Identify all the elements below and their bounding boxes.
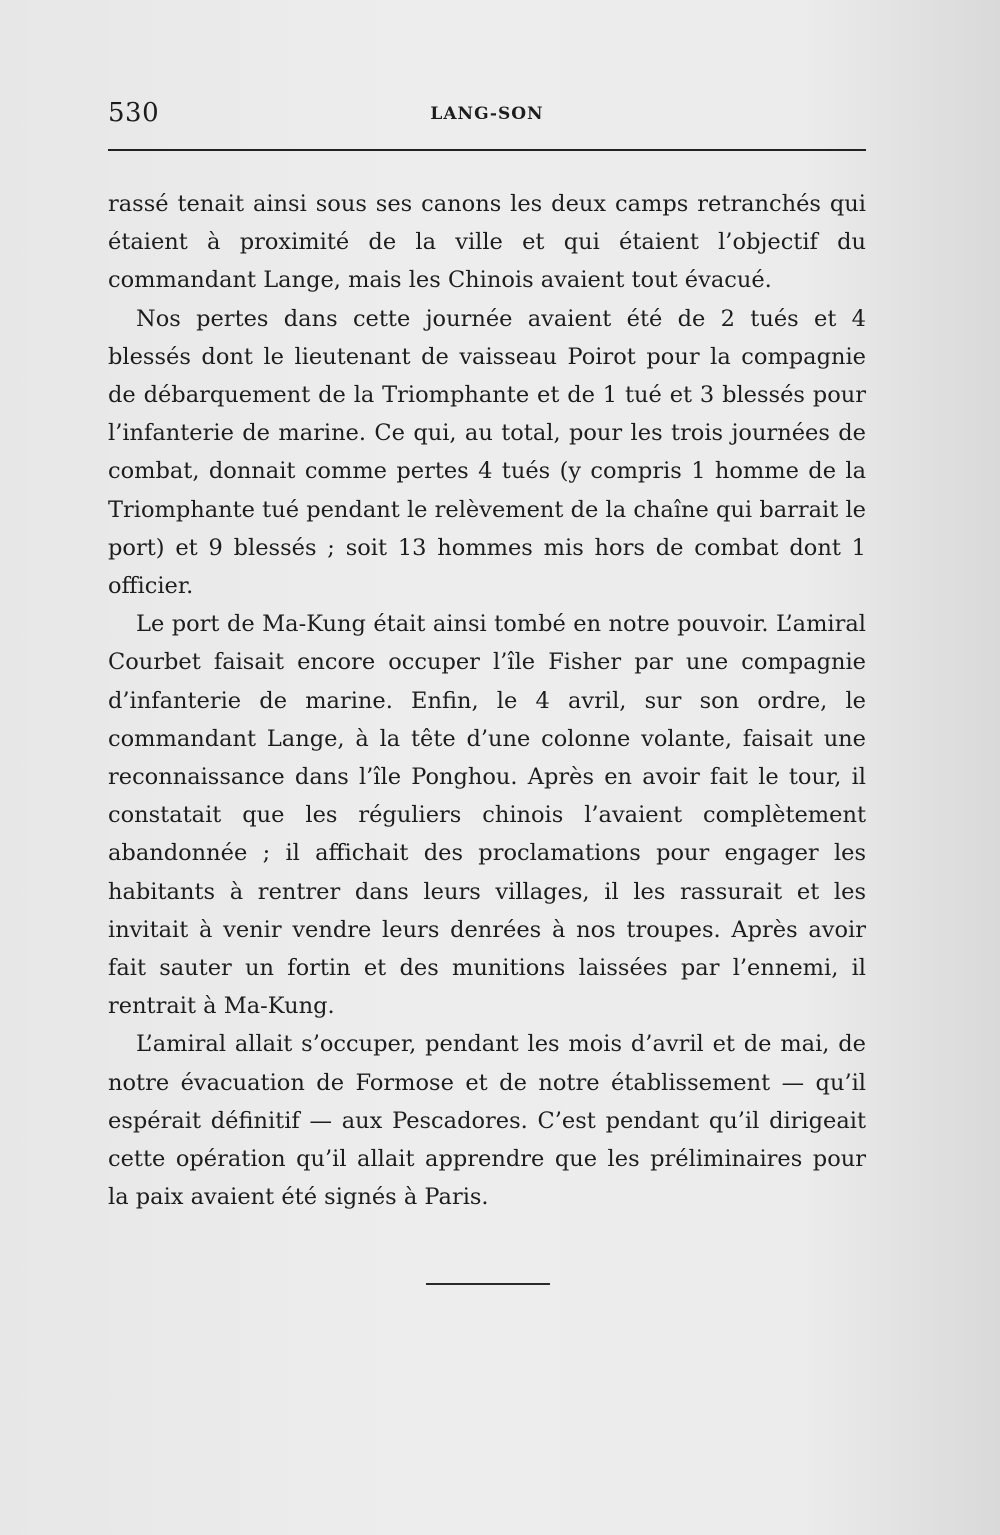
body-text [108,185,866,1216]
paragraph-2: Nos pertes dans cette journée avaient été de 2 tués et 4 blessés dont le lieutenant de vaisseau Poirot pour la compagnie de débarquement de la Triomphante et de 1 tué et 3 blessés pour l’infanterie de marine. Ce qui, au total, pour les trois journées de combat, donnait comme pertes 4 tués (y compris 1 homme de la Triomphante tué pendant le relèvement de la chaîne qui barrait le port) et 9 blessés ; soit 13 hommes mis hors de combat dont 1 officier. [108,305,866,600]
paragraph-1: rassé tenait ainsi sous ses canons les deux camps retranchés qui étaient à proximité de la ville et qui étaient l’objectif du commandant Lange, mais les Chinois avaient tout évacué. [108,191,866,294]
section-end-rule [426,1283,550,1285]
running-title: LANG-SON [430,104,544,124]
page-header [108,98,866,138]
paragraph-3: Le port de Ma-Kung était ainsi tombé en notre pouvoir. L’amiral Courbet faisait encore occuper l’île Fisher par une compagnie d’infanterie de marine. Enfin, le 4 avril, sur son ordre, le commandant Lange, à la tête d’une colonne volante, faisait une reconnaissance dans l’île Ponghou. Après en avoir fait le tour, il constatait que les réguliers chinois l’avaient complètement abandonnée ; il affichait des proclamations pour engager les habitants à rentrer dans leurs villages, il les rassurait et les invitait à venir vendre leurs denrées à nos troupes. Après avoir fait sauter un fortin et des munitions laissées par l’ennemi, il rentrait à Ma-Kung. [108,611,866,1020]
header-rule [108,149,866,151]
page-number: 530 [108,98,160,128]
paragraph-4: L’amiral allait s’occuper, pendant les mois d’avril et de mai, de notre évacuation de Formose et de notre établissement — qu’il espérait définitif — aux Pescadores. C’est pendant qu’il dirigeait cette opération qu’il allait apprendre que les préliminaires pour la paix avaient été signés à Paris. [108,1031,866,1211]
